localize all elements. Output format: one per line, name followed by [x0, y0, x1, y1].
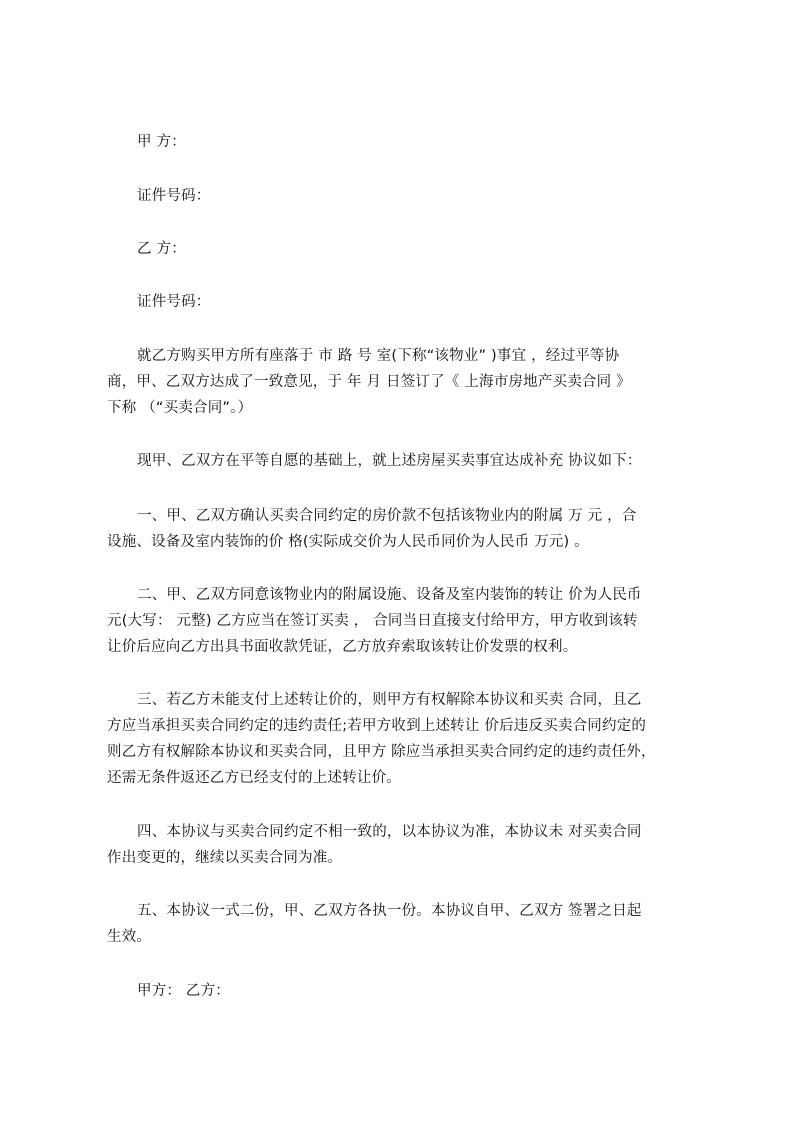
clause-2-line: 让价后应向乙方出具书面收款凭证，乙方放弃索取该转让价发票的权利。 [107, 639, 578, 655]
intro-paragraph: 现甲、乙双方在平等自愿的基础上，就上述房屋买卖事宜达成补充 协议如下： [137, 453, 642, 469]
clause-3-line: 方应当承担买卖合同约定的违约责任;若甲方收到上述转让 价后违反买卖合同约定的 [107, 718, 647, 734]
preamble-line: 下称 （“买卖合同”。） [107, 400, 253, 416]
clause-1-line: 设施、设备及室内装饰的价 格(实际成交价为人民币同价为人民币 万元) 。 [107, 534, 589, 550]
party-b-id-label: 证件号码： [137, 294, 211, 310]
party-b-label: 乙 方： [137, 241, 186, 257]
clause-1-line: 一、甲、乙双方确认买卖合同约定的房价款不包括该物业内的附属 万 元 ，合 [137, 508, 637, 524]
party-a-label: 甲 方： [137, 134, 186, 150]
clause-3-line: 三、若乙方未能支付上述转让价的，则甲方有权解除本协议和买卖 合同，且乙 [137, 692, 642, 708]
clause-2-line: 元(大写： 元整) 乙方应当在签订买卖 ， 合同当日直接支付给甲方，甲方收到该转 [107, 613, 638, 629]
clause-5-line: 五、本协议一式二份，甲、乙双方各执一份。本协议自甲、乙双方 签署之日起 [137, 903, 642, 919]
clause-4-line: 作出变更的，继续以买卖合同为准。 [107, 850, 343, 866]
clause-4-line: 四、本协议与买卖合同约定不相一致的，以本协议为准，本协议未 对买卖合同 [137, 824, 642, 840]
preamble-line: 商，甲、乙双方达成了一致意见，于 年 月 日签订了《 上海市房地产买卖合同 》 [107, 374, 631, 390]
clause-3-line: 还需无条件返还乙方已经支付的上述转让价。 [107, 770, 401, 786]
clause-3-line: 则乙方有权解除本协议和买卖合同，且甲方 除应当承担买卖合同约定的违约责任外， [107, 744, 656, 760]
clause-5-line: 生效。 [107, 929, 152, 945]
party-a-id-label: 证件号码： [137, 188, 211, 204]
clause-2-line: 二、甲、乙双方同意该物业内的附属设施、设备及室内装饰的转让 价为人民币 [137, 587, 642, 603]
preamble-line: 就乙方购买甲方所有座落于 市 路 号 室(下称“该物业” )事宜 ，经过平等协 [137, 348, 620, 364]
signature-line: 甲方： 乙方： [137, 983, 231, 999]
